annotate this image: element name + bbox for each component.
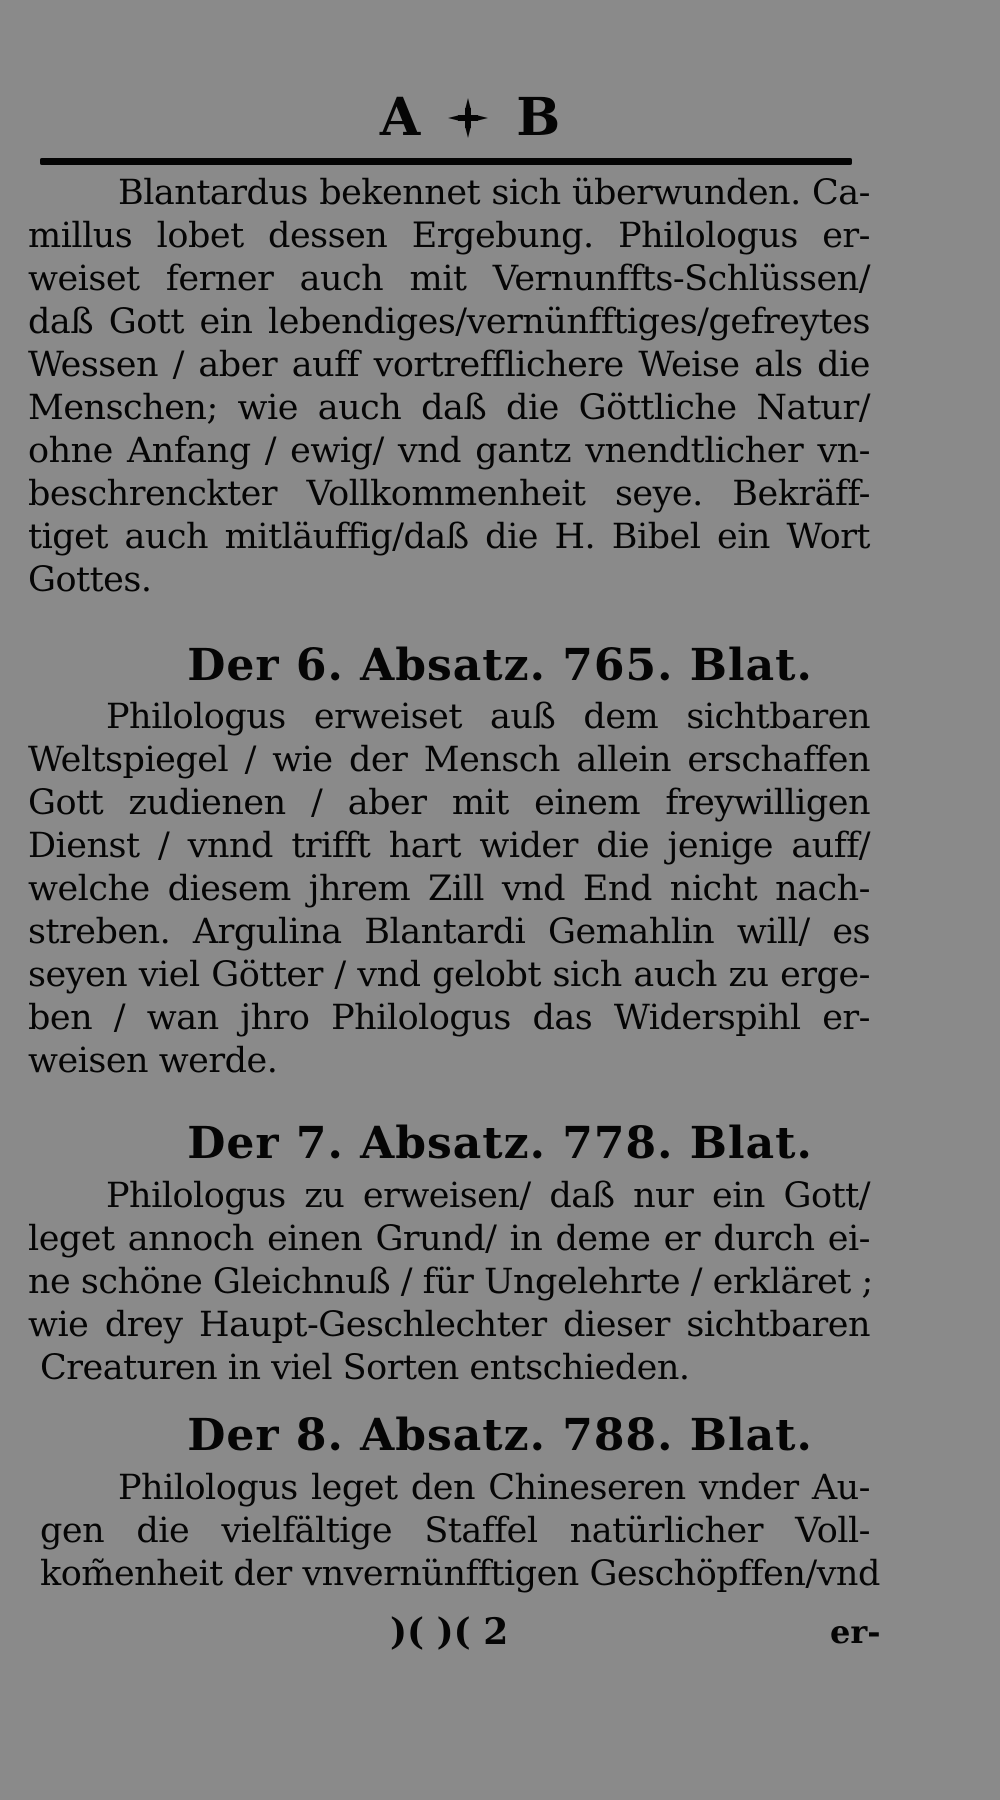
section-paragraph (28, 1175, 873, 1390)
header-right-glyph: B (516, 87, 561, 148)
text-line: Philologus zu erweisen/ daß nur ein Gott/ (106, 1176, 870, 1216)
header-left-glyph: A (379, 87, 421, 148)
text-line: ben / wan jhro Philologus das Widerspihl er- (28, 998, 870, 1038)
text-line: gen die vielfältige Staffel natürlicher Voll- (40, 1511, 870, 1551)
text-line: streben. Argulina Blantardi Gemahlin will/ es (28, 912, 870, 952)
text-line: daß Gott ein lebendiges/vernünfftiges/gefreytes (28, 302, 870, 342)
header-ornament (379, 87, 561, 148)
text-line: millus lobet dessen Ergebung. Philologus er- (28, 216, 870, 256)
text-line: ohne Anfang / ewig/ vnd gantz vnendtlicher vn- (28, 431, 870, 471)
paragraph-continuation (28, 172, 870, 602)
text-line: Philologus leget den Chineseren vnder Au- (118, 1468, 870, 1508)
section-paragraph (40, 1467, 880, 1596)
text-line: kom̃enheit der vnvernünfftigen Geschöpffen/vnd (40, 1554, 880, 1594)
cross-icon (446, 96, 490, 140)
catchword: er- (830, 1613, 881, 1651)
header-rule (40, 158, 852, 165)
text-line: weisen werde. (28, 1041, 278, 1081)
text-line: weiset ferner auch mit Vernunffts-Schlüssen/ (28, 259, 870, 299)
page-header (0, 87, 1000, 162)
text-line: welche diesem jhrem Zill vnd End nicht nach- (28, 869, 870, 909)
text-line: leget annoch einen Grund/ in deme er durch ei- (28, 1219, 870, 1259)
text-line: tiget auch mitläuffig/daß die H. Bibel ein Wort (28, 517, 870, 557)
section-paragraph (28, 696, 870, 1083)
text-line: wie drey Haupt-Geschlechter dieser sichtbaren (28, 1305, 870, 1345)
text-line: Blantardus bekennet sich überwunden. Ca- (118, 173, 870, 213)
text-line: Wessen / aber auff vortrefflichere Weise als die (28, 345, 870, 385)
section-heading: Der 8. Absatz. 788. Blat. (187, 1410, 813, 1461)
text-line: beschrenckter Vollkommenheit seye. Bekräff- (28, 474, 870, 514)
text-line: ne schöne Gleichnuß / für Ungelehrte / erkläret ; (28, 1262, 873, 1302)
text-line: Gott zudienen / aber mit einem freywilligen (28, 783, 870, 823)
text-line: Weltspiegel / wie der Mensch allein erschaffen (28, 740, 870, 780)
section-heading: Der 7. Absatz. 778. Blat. (187, 1118, 813, 1169)
section-heading: Der 6. Absatz. 765. Blat. (187, 640, 813, 691)
text-line: seyen viel Götter / vnd gelobt sich auch zu erge- (28, 955, 870, 995)
text-line: Philologus erweiset auß dem sichtbaren (106, 697, 870, 737)
text-line: Gottes. (28, 560, 152, 600)
text-line: Menschen; wie auch daß die Göttliche Natur/ (28, 388, 870, 428)
text-line: Creaturen in viel Sorten entschieden. (40, 1348, 690, 1388)
signature-mark: )( )( 2 (390, 1611, 509, 1653)
text-line: Dienst / vnnd trifft hart wider die jenige auff/ (28, 826, 870, 866)
